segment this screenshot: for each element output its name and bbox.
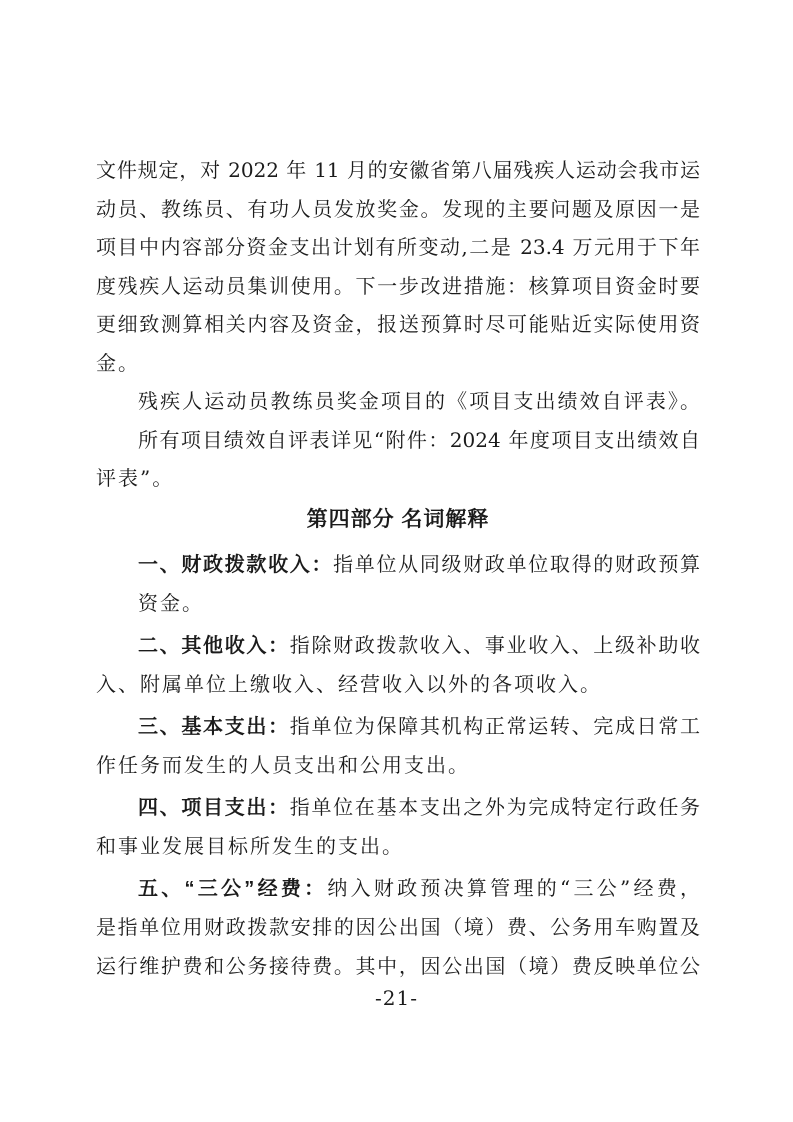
term-label: 一、财政拨款收入： <box>138 553 334 576</box>
paragraph-line: 评表”。 <box>96 466 175 490</box>
section-heading: 第四部分 名词解释 <box>306 507 490 531</box>
glossary-line: 作任务而发生的人员支出和公用支出。 <box>96 753 470 777</box>
glossary-line: 是指单位用财政拨款安排的因公出国（境）费、公务用车购置及 <box>96 915 700 939</box>
definition-text: 指单位为保障其机构正常运转、完成日常工 <box>289 713 701 738</box>
glossary-line <box>96 707 700 747</box>
paragraph-line: 所有项目绩效自评表详见“附件：2024 年度项目支出绩效自 <box>138 427 700 452</box>
glossary-line: 资金。 <box>138 591 204 615</box>
glossary-item-3 <box>96 707 700 785</box>
term-label: 三、基本支出： <box>138 715 290 738</box>
definition-text: 指除财政拨款收入、事业收入、上级补助收 <box>289 632 701 657</box>
paragraph-budget-explanation <box>96 151 700 382</box>
term-label: 五、“三公”经费： <box>138 877 328 900</box>
glossary-line <box>96 626 700 666</box>
term-label: 二、其他收入： <box>138 634 290 657</box>
paragraph-attachment-reference <box>96 421 700 498</box>
paragraph-self-evaluation-table <box>96 382 700 421</box>
paragraph-line: 文件规定，对 2022 年 11 月的安徽省第八届残疾人运动会我市运 <box>96 158 700 182</box>
paragraph-line: 金。 <box>96 350 140 375</box>
definition-text: 纳入财政预决算管理的“三公”经费， <box>327 875 700 900</box>
glossary-line <box>96 788 700 828</box>
glossary-line <box>96 869 700 909</box>
page-number: -21- <box>375 986 418 1010</box>
paragraph-line: 更细致测算相关内容及资金，报送预算时尽可能贴近实际使用资 <box>96 312 700 336</box>
glossary-line: 和事业发展目标所发生的支出。 <box>96 834 404 858</box>
paragraph-line: 项目中内容部分资金支出计划有所变动,二是 23.4 万元用于下年 <box>96 235 700 259</box>
glossary-item-4 <box>96 788 700 866</box>
glossary-item-1 <box>96 545 700 623</box>
paragraph-line: 度残疾人运动员集训使用。下一步改进措施：核算项目资金时要 <box>96 273 700 298</box>
glossary-item-2 <box>96 626 700 704</box>
glossary-item-5 <box>96 869 700 986</box>
document-body <box>96 151 700 985</box>
paragraph-line: 残疾人运动员教练员奖金项目的《项目支出绩效自评表》。 <box>138 389 700 413</box>
term-label: 四、项目支出： <box>138 796 290 819</box>
definition-text: 指单位从同级财政单位取得的财政预算 <box>333 551 701 576</box>
glossary-line: 入、附属单位上缴收入、经营收入以外的各项收入。 <box>96 672 602 696</box>
paragraph-line: 动员、教练员、有功人员发放奖金。发现的主要问题及原因一是 <box>96 196 700 221</box>
glossary-line: 运行维护费和公务接待费。其中，因公出国（境）费反映单位公 <box>96 953 700 978</box>
glossary-line <box>96 545 700 585</box>
definition-text: 指单位在基本支出之外为完成特定行政任务 <box>289 794 701 819</box>
